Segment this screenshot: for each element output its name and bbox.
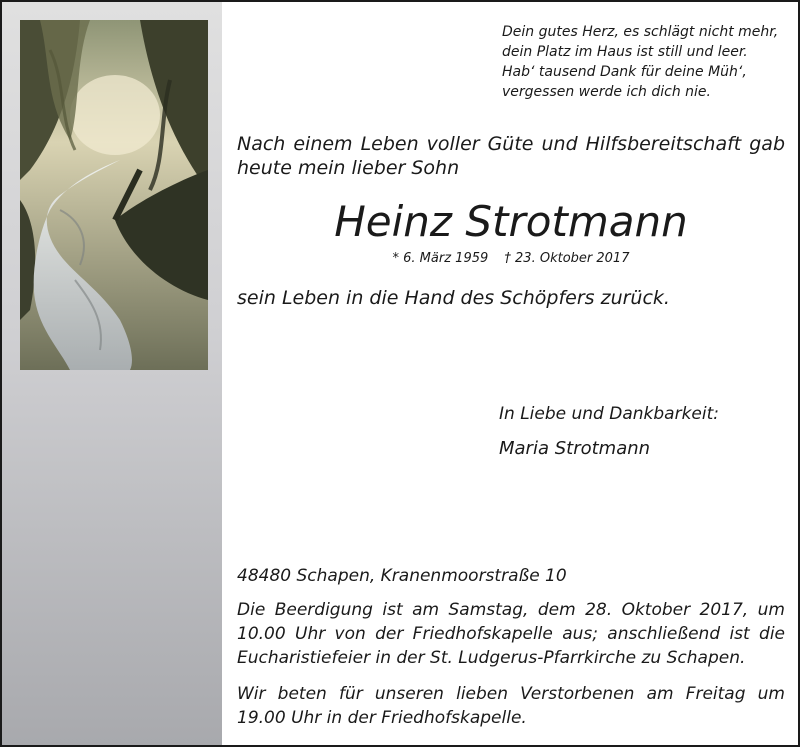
signer-name: Maria Strotmann [499, 438, 651, 459]
prayer-info: Wir beten für unseren lieben Verstorbenen am Freitag um 19.00 Uhr in der Friedhofskapelle. [237, 684, 785, 728]
family-address: 48480 Schapen, Kranenmoorstraße 10 [237, 566, 567, 586]
memorial-verse [502, 22, 792, 102]
death-date: † 23. Oktober 2017 [504, 251, 630, 266]
thanks-line: In Liebe und Dankbarkeit: [499, 404, 719, 424]
intro-text: Nach einem Leben voller Güte und Hilfsbereitschaft gab heute mein lieber Sohn [237, 133, 785, 179]
verse-line: dein Platz im Haus ist still und leer. [502, 44, 748, 60]
verse-line: Dein gutes Herz, es schlägt nicht mehr, [502, 24, 779, 40]
returned-line: sein Leben in die Hand des Schöpfers zurück. [237, 287, 670, 309]
life-dates [222, 249, 800, 269]
river-landscape-image [20, 20, 208, 370]
birth-date: * 6. März 1959 [392, 251, 489, 266]
deceased-name: Heinz Strotmann [334, 197, 688, 246]
verse-line: Hab‘ tausend Dank für deine Müh‘, [502, 64, 747, 80]
gradient-sidebar [2, 2, 222, 745]
funeral-info: Die Beerdigung ist am Samstag, dem 28. Oktober 2017, um 10.00 Uhr von der Friedhofskapelle aus; anschließend ist die Eucharistiefeier in der St. Ludgerus-Pfarrkirche zu Schapen. [237, 600, 785, 668]
verse-line: vergessen werde ich dich nie. [502, 84, 711, 100]
